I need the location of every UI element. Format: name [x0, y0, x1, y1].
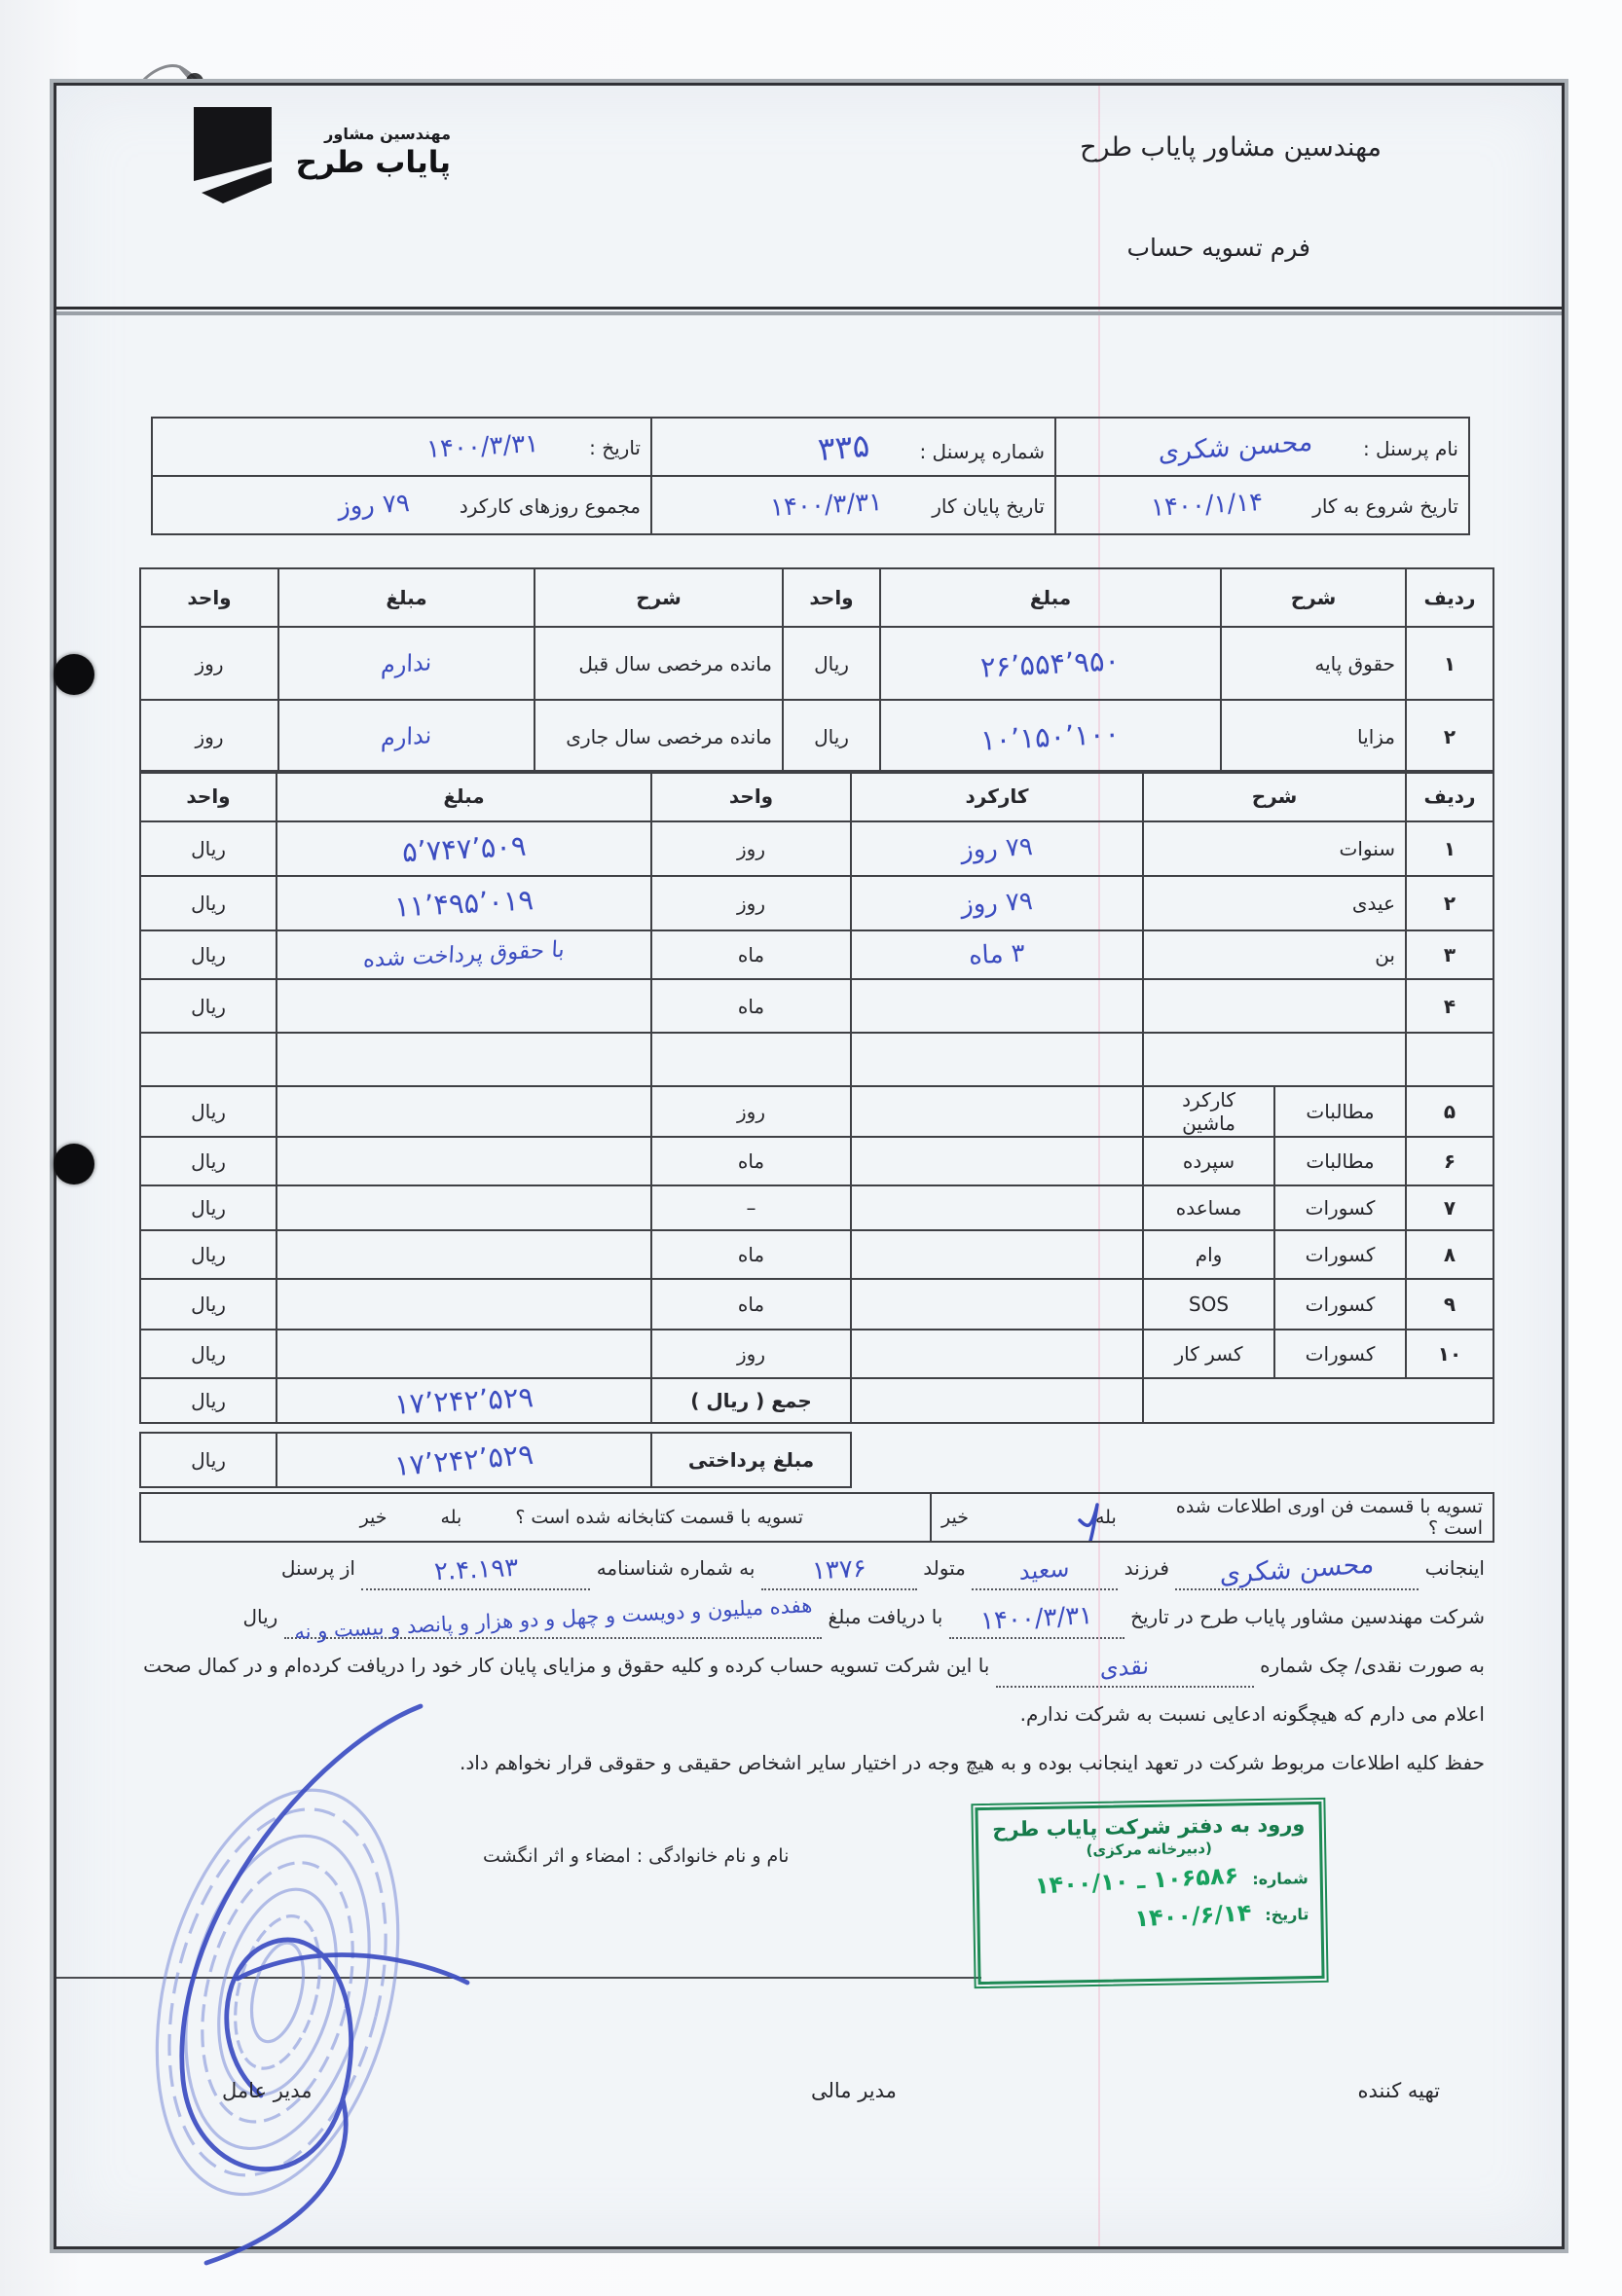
table-row — [152, 418, 1469, 476]
header-cell: ردیف — [1406, 568, 1493, 627]
work-days-cell — [152, 476, 651, 534]
end-date-cell — [651, 476, 1055, 534]
unit-cell: ریال — [140, 1137, 276, 1185]
personnel-name-cell — [1055, 418, 1469, 476]
work-days-value: ۷۹ روز — [336, 489, 411, 522]
form-title: فرم تسویه حساب — [1126, 234, 1310, 262]
amount-cell — [276, 1033, 651, 1086]
work-cell — [851, 1137, 1143, 1185]
stamp-date-row — [991, 1900, 1309, 1933]
amount-cell — [278, 700, 535, 773]
unit-cell: ریال — [140, 1433, 276, 1487]
category-cell: کسورات — [1274, 1330, 1406, 1378]
unit-cell: ریال — [140, 1230, 276, 1279]
stamp-title: ورود به دفتر شرکت پایاب طرح — [992, 1812, 1306, 1841]
start-date-label: تاریخ شروع به کار — [1312, 494, 1458, 518]
amount-cell — [276, 930, 651, 979]
unit-cell: روز — [651, 1086, 851, 1137]
unit-cell: ریال — [140, 1378, 276, 1423]
unit-cell: روز — [651, 876, 851, 930]
form-date-cell — [152, 418, 651, 476]
logo-text-small: مهندسین مشاور — [324, 125, 451, 143]
amount-cell — [880, 700, 1221, 773]
base-salary-value: ۲۶٬۵۵۴٬۹۵۰ — [979, 642, 1122, 684]
sum-label-cell: جمع ( ریال ) — [651, 1378, 851, 1423]
form-date-value: ۱۴۰۰/۳/۳۱ — [425, 429, 540, 464]
declaration-line-1 — [146, 1546, 1485, 1594]
table-row — [140, 700, 1493, 773]
unit-cell: ریال — [140, 1279, 276, 1330]
id-number-value: ۲.۴.۱۹۳ — [432, 1552, 519, 1587]
unit-cell: ماه — [651, 979, 851, 1033]
unit-cell: ریال — [140, 821, 276, 876]
category-cell: کسورات — [1274, 1230, 1406, 1279]
logo-text-large: پایاب طرح — [295, 145, 451, 180]
yes-label: بله — [1094, 1507, 1117, 1528]
desc-cell: عیدی — [1143, 876, 1406, 930]
declarant-name-field — [1175, 1551, 1419, 1590]
empty-cell — [1143, 1378, 1493, 1423]
desc-cell: مزایا — [1221, 700, 1406, 773]
table-row — [140, 1279, 1493, 1330]
work-cell — [851, 1185, 1143, 1230]
paid-amount-table — [139, 1432, 852, 1488]
punch-hole — [54, 654, 94, 695]
amount-in-words-value: هفده میلیون و دویست و چهل و دو هزار و پانصد و بیست و نه — [293, 1593, 813, 1644]
personnel-name-value: محسن شکری — [1158, 425, 1313, 468]
personnel-number-label: شماره پرسنل : — [919, 439, 1045, 463]
unit-cell: روز — [140, 700, 278, 773]
table-row — [140, 1230, 1493, 1279]
unit-cell: ماه — [651, 1230, 851, 1279]
header-cell: مبلغ — [278, 568, 535, 627]
company-logo-text — [276, 125, 451, 180]
amount-cell — [276, 1185, 651, 1230]
work-cell — [851, 821, 1143, 876]
company-name: مهندسین مشاور پایاب طرح — [1080, 132, 1382, 163]
start-date-value: ۱۴۰۰/۱/۱۴ — [1149, 488, 1264, 523]
it-clearance-cell — [931, 1493, 1493, 1542]
static-text: با این شرکت تسویه حساب کرده و کلیه حقوق و مزایای پایان کار خود را دریافت کرده‌ام و در کمال صحت — [143, 1654, 990, 1677]
row-number-cell: ۵ — [1406, 1086, 1493, 1137]
row-number-cell: ۱ — [1406, 821, 1493, 876]
static-text: با دریافت مبلغ — [828, 1605, 943, 1628]
yes-label: بله — [440, 1507, 462, 1528]
father-name-field — [972, 1551, 1118, 1590]
amount-cell — [278, 627, 535, 700]
sanavat-amount-value: ۵٬۷۴۷٬۵۰۹ — [400, 828, 528, 869]
row-number-cell: ۶ — [1406, 1137, 1493, 1185]
stamp-date-value: ۱۴۰۰/۶/۱۴ — [1133, 1899, 1252, 1933]
header-cell: واحد — [651, 771, 851, 821]
cheque-number-field — [996, 1649, 1254, 1688]
signature-scribble-icon — [125, 1687, 475, 2271]
personnel-name-label: نام پرسنل : — [1362, 436, 1458, 460]
personnel-info-table — [151, 417, 1470, 535]
prev-leave-value: ندارم — [381, 647, 432, 679]
table-row — [140, 1185, 1493, 1230]
unit-cell: ریال — [140, 876, 276, 930]
questions-row — [140, 1493, 1493, 1542]
amount-cell — [276, 1230, 651, 1279]
row-number-cell: ۹ — [1406, 1279, 1493, 1330]
header-cell: ردیف — [1406, 771, 1493, 821]
signature-caption: نام و نام خانوادگی : امضاء و اثر انگشت — [483, 1845, 790, 1867]
unit-cell: روز — [651, 1330, 851, 1378]
unit-cell: روز — [651, 821, 851, 876]
work-cell — [851, 1330, 1143, 1378]
table-row — [140, 627, 1493, 700]
end-date-value: ۱۴۰۰/۳/۳۱ — [768, 488, 883, 523]
unit-cell — [140, 1033, 276, 1086]
declaration-line-5: حفظ کلیه اطلاعات مربوط شرکت در تعهد اینجانب بوده و به هیچ وجه در اختیار سایر اشخاص حقیقی و حقوقی قرار نخواهم داد. — [460, 1751, 1485, 1774]
company-logo-icon — [194, 107, 272, 212]
desc-cell: مانده مرخصی سال جاری — [535, 700, 783, 773]
row-number-cell: ۳ — [1406, 930, 1493, 979]
header-cell: شرح — [1221, 568, 1406, 627]
header-cell: واحد — [783, 568, 880, 627]
eydi-work-value: ۷۹ روز — [960, 887, 1034, 920]
item-cell: سپرده — [1143, 1137, 1274, 1185]
punch-hole — [54, 1144, 94, 1184]
current-leave-value: ندارم — [381, 720, 432, 752]
form-sheet — [54, 83, 1565, 2249]
table-row — [140, 1137, 1493, 1185]
work-cell — [851, 1033, 1143, 1086]
eydi-amount-value: ۱۱٬۴۹۵٬۰۱۹ — [393, 883, 535, 924]
desc-cell: سنوات — [1143, 821, 1406, 876]
bon-amount-note: با حقوق پرداخت شده — [362, 936, 566, 973]
birth-year-value: ۱۳۷۶ — [811, 1553, 867, 1586]
table-row — [140, 821, 1493, 876]
sum-amount-value: ۱۷٬۲۴۲٬۵۲۹ — [393, 1380, 535, 1421]
amount-cell — [276, 1137, 651, 1185]
item-cell: مساعده — [1143, 1185, 1274, 1230]
settlement-date-value: ۱۴۰۰/۳/۳۱ — [979, 1601, 1094, 1636]
unit-cell: ریال — [140, 930, 276, 979]
form-header — [56, 86, 1562, 310]
unit-cell: ریال — [140, 1330, 276, 1378]
unit-cell: ریال — [140, 979, 276, 1033]
unit-cell: ماه — [651, 1137, 851, 1185]
header-cell: شرح — [535, 568, 783, 627]
row-number-cell: ۱۰ — [1406, 1330, 1493, 1378]
amount-in-words-field — [284, 1593, 823, 1644]
declaration-line-2 — [146, 1594, 1485, 1643]
static-text: متولد — [923, 1556, 966, 1580]
static-text: اینجانب — [1424, 1556, 1485, 1580]
unit-cell: ریال — [140, 1185, 276, 1230]
paid-row — [140, 1433, 851, 1487]
row-number-cell: ۷ — [1406, 1185, 1493, 1230]
paid-amount-value: ۱۷٬۲۴۲٬۵۲۹ — [392, 1437, 535, 1483]
sanavat-work-value: ۷۹ روز — [960, 832, 1034, 865]
declarant-name-value: محسن شکری — [1219, 1549, 1375, 1590]
stamp-subtitle: (دبیرخانه مرکزی) — [1086, 1839, 1213, 1860]
table-row — [140, 1330, 1493, 1378]
desc-cell: بن — [1143, 930, 1406, 979]
preparer-signoff-label: تهیه کننده — [1357, 2079, 1440, 2102]
static-text: از پرسنل — [280, 1556, 355, 1580]
amount-cell — [276, 979, 651, 1033]
static-text: فرزند — [1124, 1556, 1169, 1580]
library-clearance-question: تسویه با قسمت کتابخانه شده است ؟ — [515, 1507, 803, 1528]
unit-cell: روز — [140, 627, 278, 700]
sum-row — [140, 1378, 1493, 1423]
static-text: ریال — [242, 1605, 278, 1628]
amount-cell — [880, 627, 1221, 700]
item-cell: SOS — [1143, 1279, 1274, 1330]
stamp-number-value: ۱۰۶۵۸۶ ـ ۱۴۰۰/۱۰ — [1034, 1861, 1239, 1900]
static-text: شرکت مهندسین مشاور پایاب طرح در تاریخ — [1130, 1605, 1485, 1628]
amount-cell — [276, 821, 651, 876]
library-clearance-cell — [140, 1493, 931, 1542]
header-cell: مبلغ — [276, 771, 651, 821]
header-cell: مبلغ — [880, 568, 1221, 627]
it-yes-option — [1095, 1507, 1117, 1528]
personnel-number-value: ۳۳۵ — [816, 425, 871, 468]
unit-cell: ریال — [783, 627, 880, 700]
unit-cell: ماه — [651, 1279, 851, 1330]
table-row — [152, 476, 1469, 534]
row-number-cell: ۸ — [1406, 1230, 1493, 1279]
unit-cell: ماه — [651, 930, 851, 979]
finance-manager-signoff-label: مدیر مالی — [811, 2079, 897, 2102]
start-date-cell — [1055, 476, 1469, 534]
table-row — [140, 1086, 1493, 1137]
settlement-table — [139, 770, 1494, 1424]
settlement-date-field — [949, 1600, 1124, 1639]
desc-cell: مانده مرخصی سال قبل — [535, 627, 783, 700]
work-cell — [851, 876, 1143, 930]
header-cell: واحد — [140, 568, 278, 627]
category-cell: مطالبات — [1274, 1137, 1406, 1185]
unit-cell: ریال — [140, 1086, 276, 1137]
sum-amount-cell — [276, 1378, 651, 1423]
desc-cell — [1143, 979, 1406, 1033]
amount-cell — [276, 1086, 651, 1137]
category-cell: مطالبات — [1274, 1086, 1406, 1137]
stamp-number-label: شماره: — [1252, 1868, 1309, 1888]
desc-cell — [1143, 1033, 1406, 1086]
table-row — [140, 930, 1493, 979]
amount-cell — [276, 1330, 651, 1378]
header-cell: شرح — [1143, 771, 1406, 821]
category-cell: کسورات — [1274, 1279, 1406, 1330]
stamp-number-row — [991, 1861, 1309, 1900]
payment-method-value: نقدی — [1099, 1652, 1150, 1683]
declaration-line-4: اعلام می دارم که هیچگونه ادعایی نسبت به شرکت ندارم. — [1019, 1702, 1485, 1726]
row-number-cell: ۴ — [1406, 979, 1493, 1033]
empty-cell — [851, 1378, 1143, 1423]
work-cell — [851, 930, 1143, 979]
unit-cell: – — [651, 1185, 851, 1230]
bon-work-value: ۳ ماه — [968, 938, 1026, 971]
unit-cell: ریال — [783, 700, 880, 773]
it-clearance-question: تسویه با قسمت فن اوری اطلاعات شده است ؟ — [1175, 1496, 1483, 1539]
category-cell: کسورات — [1274, 1185, 1406, 1230]
end-date-label: تاریخ پایان کار — [932, 494, 1045, 518]
clearance-questions-table — [139, 1492, 1494, 1543]
table-header-row — [140, 771, 1493, 821]
work-cell — [851, 1086, 1143, 1137]
stamp-date-label: تاریخ: — [1265, 1904, 1309, 1924]
item-cell: کسر کار — [1143, 1330, 1274, 1378]
father-name-value: سعید — [1019, 1554, 1071, 1585]
benefits-value: ۱۰٬۱۵۰٬۱۰۰ — [979, 715, 1122, 757]
table-row — [140, 1033, 1493, 1086]
header-cell: واحد — [140, 771, 276, 821]
static-text: به صورت نقدی/ چک شماره — [1260, 1654, 1485, 1677]
row-number-cell: ۱ — [1406, 627, 1493, 700]
table-row — [140, 979, 1493, 1033]
no-label: خیر — [941, 1507, 969, 1528]
amount-cell — [276, 1279, 651, 1330]
paid-label-cell: مبلغ پرداختی — [651, 1433, 851, 1487]
work-cell — [851, 979, 1143, 1033]
table-row — [140, 876, 1493, 930]
static-text: به شماره شناسنامه — [596, 1556, 756, 1580]
item-cell: وام — [1143, 1230, 1274, 1279]
unit-cell — [651, 1033, 851, 1086]
item-cell: کارکرد ماشین — [1143, 1086, 1274, 1137]
paid-amount-cell — [276, 1433, 651, 1487]
no-label: خیر — [359, 1507, 387, 1528]
office-entry-stamp — [975, 1802, 1324, 1985]
ceo-signoff-label: مدیر عامل — [222, 2079, 313, 2102]
row-number-cell — [1406, 1033, 1493, 1086]
row-number-cell: ۲ — [1406, 700, 1493, 773]
work-cell — [851, 1230, 1143, 1279]
personnel-number-cell — [651, 418, 1055, 476]
form-date-label: تاریخ : — [589, 436, 641, 459]
salary-table — [139, 567, 1494, 774]
desc-cell: حقوق پایه — [1221, 627, 1406, 700]
amount-cell — [276, 876, 651, 930]
work-days-label: مجموع روزهای کارکرد — [459, 494, 641, 518]
id-number-field — [361, 1551, 590, 1590]
table-header-row — [140, 568, 1493, 627]
row-number-cell: ۲ — [1406, 876, 1493, 930]
work-cell — [851, 1279, 1143, 1330]
header-cell: کارکرد — [851, 771, 1143, 821]
